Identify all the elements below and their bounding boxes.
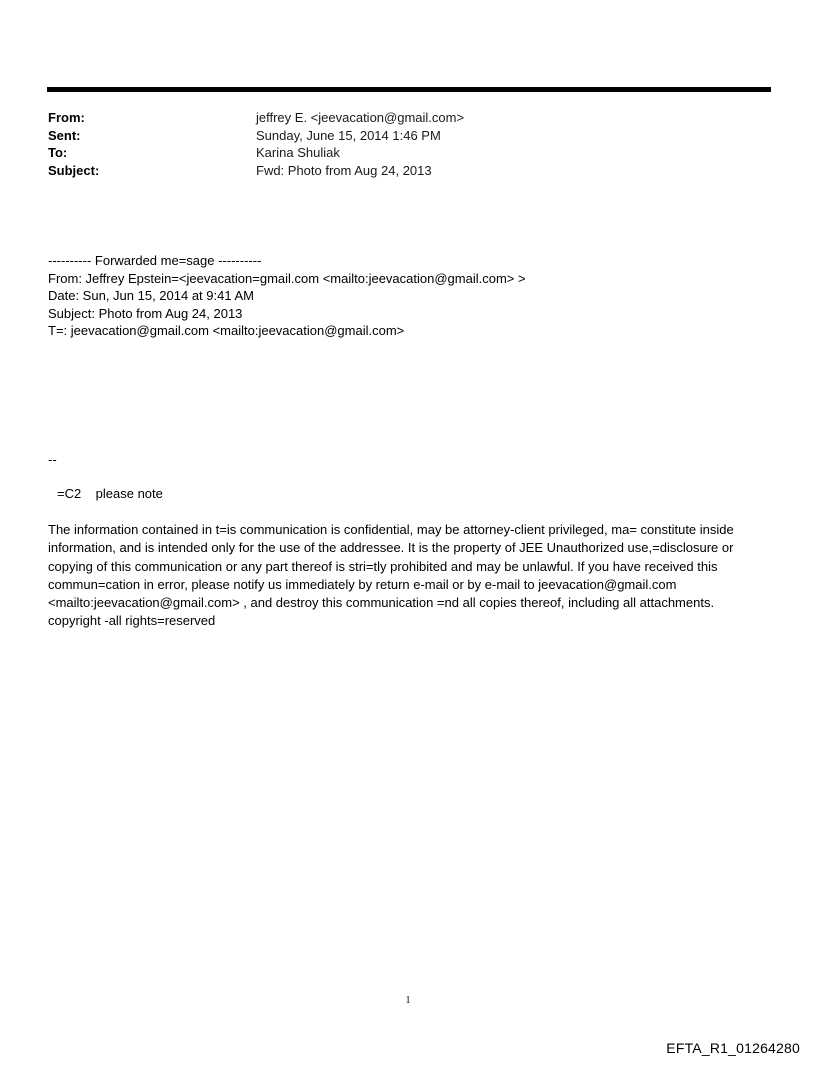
to-label: To: — [48, 145, 68, 160]
to-value: Karina Shuliak — [256, 145, 340, 160]
sent-value: Sunday, June 15, 2014 1:46 PM — [256, 127, 441, 143]
forwarded-separator: ---------- Forwarded me=sage ---------- — [48, 253, 262, 268]
email-header — [48, 109, 464, 179]
from-row — [48, 109, 464, 127]
forwarded-message-block — [48, 252, 526, 340]
sent-label: Sent: — [48, 127, 81, 143]
subject-row — [48, 162, 464, 180]
from-label: From: — [48, 110, 85, 125]
subject-label: Subject: — [48, 162, 100, 178]
to-row — [48, 144, 464, 162]
subject-value: Fwd: Photo from Aug 24, 2013 — [256, 162, 432, 178]
forwarded-subject-line: Subject: Photo from Aug 24, 2013 — [48, 305, 243, 321]
forwarded-from-line: From: Jeffrey Epstein=<jeevacation=gmail.com <mailto:jeevacation@gmail.com> > — [48, 270, 526, 286]
forwarded-date-line: Date: Sun, Jun 15, 2014 at 9:41 AM — [48, 288, 254, 303]
page-number: 1 — [405, 995, 411, 1006]
please-note-line: =C2 please note — [57, 486, 163, 501]
from-value: jeffrey E. <jeevacation@gmail.com> — [256, 110, 465, 125]
sent-row — [48, 127, 464, 145]
forwarded-to-line: T=: jeevacation@gmail.com <mailto:jeevacation@gmail.com> — [48, 323, 405, 338]
signature-separator: -- — [48, 452, 57, 467]
header-divider-rule — [47, 87, 771, 92]
confidentiality-disclaimer: The information contained in t=is communication is confidential, may be attorney-client privileged, ma= constitute inside information, and is intended only for the use of the addressee. It is the property of JEE Unauthorized use,=disclosure or copying of this communication or any part thereof is stri=tly prohibited and may be unlawful. If you have received this commun=cation in error, please notify us immediately by return e-mail or by e-mail to jeevacation@gmail.com <mailto:jeevacation@gmail.com> , and destroy this communication =nd all copies thereof, including all attachments. copyright -all rights=reserved — [48, 522, 734, 629]
document-id: EFTA_R1_01264280 — [666, 1040, 800, 1056]
